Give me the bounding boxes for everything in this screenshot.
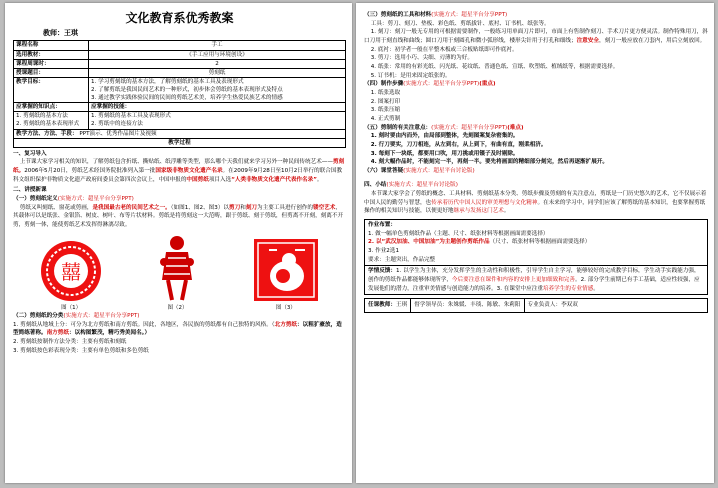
- tool-highlight: 注意安全: [576, 37, 599, 44]
- teacher-signature: [365, 299, 411, 312]
- cls-text: ：以粗犷豪放，造型简练著称。: [13, 321, 342, 337]
- homework-box: [364, 219, 708, 266]
- goal-item: 3. 通过教学实践体验民间的民间的剪纸艺术美，培养学生热爱民族艺术的情感: [91, 95, 283, 102]
- intro-text: 。: [316, 176, 323, 183]
- intro-highlight: 中国剪纸: [186, 176, 209, 183]
- head-value: 李双双: [561, 302, 578, 309]
- homework-item: 1. 做一幅单色剪刻纸作品（主题、尺寸、纸张材料等根据画面需要选择）: [368, 230, 549, 237]
- subsection-note: (实施方式：超星平台分享PPT): [63, 313, 140, 320]
- cls-highlight: 南方剪纸: [46, 330, 69, 337]
- homework-item: [368, 238, 704, 247]
- double-happiness-char: 囍: [61, 259, 82, 284]
- def-highlight: 剪刀: [229, 204, 241, 211]
- skill-item: 1. 剪刻纸的基本工具及表现形式: [91, 113, 171, 120]
- figure-caption: 图（1）: [61, 304, 82, 311]
- skill-item: 2. 剪纸中的连接方法: [91, 121, 143, 128]
- note-item: 3. 每刻下一块纸，都要用口吹，用刀挑或用镊子及时剔除。: [370, 150, 519, 157]
- figure-row: [13, 234, 346, 313]
- intro-text: 2006年5月20日，剪纸艺术经国务院批准列入第一批: [24, 168, 156, 175]
- mother-child-papercut-image: [253, 238, 319, 302]
- subsection-classification: [13, 312, 346, 321]
- note-item: 2. 行刀要实，刀刀相连，从左到右，从上到下，有曲有直，刚柔相济。: [370, 141, 547, 148]
- subsection-note: (实施方式：超星平台讨论版): [403, 167, 475, 174]
- course-value: 手工: [89, 41, 346, 50]
- subsection-title: （二）剪刻纸的分类: [13, 313, 64, 320]
- goal-item: 1. 学习剪刻纸的基本方法，了解剪刻纸的基本工具及表现形式: [91, 78, 244, 85]
- intro-text: 。在2009年9月28日至10月2日举行的联合国教科文组织保护非物质文化遗产政府间委员会第四次会议上，中国申报的: [13, 168, 343, 183]
- step-item: 2. 图案打印: [370, 98, 401, 105]
- classification-item: 3. 剪刻纸按色彩表现分类：主要有单色剪纸和多色剪纸: [13, 347, 149, 354]
- figure-caption: 图（2）: [167, 304, 188, 311]
- def-highlight: 是我国最古老的民间艺术之一。: [92, 204, 171, 211]
- subsection-title: （三）剪刻纸的工具和材料: [364, 12, 432, 18]
- left-page: [5, 3, 352, 483]
- summary-text: 本节课大家学会了剪纸的概念、工具材料、剪刻纸基本分类、剪纸步骤及剪刻的有关注意点，剪纸是一门历史悠久的艺术，它不仅展示着中国人民的勤劳与智慧，也: [364, 191, 707, 206]
- teacher-name: 教师：王琪: [43, 28, 78, 37]
- cls-text: ：以构图繁茂，精巧秀美闻名。）: [68, 330, 151, 337]
- tool-item: 2. 底衬：初学者一般在平整木板或三合板贴纸即可作底衬。: [370, 46, 518, 53]
- feedback-label: 学情反馈：: [368, 268, 396, 275]
- cls-text: 1. 剪刻纸从地域上分：可分为北方剪纸和南方剪纸。因此，各地区，各民族的剪纸都有自己独特的风格。（: [13, 321, 275, 328]
- feedback-text: 1. 以学生为主体，充分发挥学生的主动性和积极性，引导学生自主学习，能够较好的完成教学目标，学生动手实践能力强，创作的剪纸作品都能够体现所学，: [368, 268, 700, 284]
- intro-paragraph: [13, 158, 346, 184]
- method-value: PPT演示、优秀作品图片及视频: [79, 130, 157, 137]
- feedback-highlight: 今后要注意在课件和内容的安排上更加细致和完善: [451, 277, 575, 284]
- goals-label: 教学目标：: [14, 77, 89, 102]
- topic-value: 剪刻纸: [89, 68, 346, 77]
- subsection-title: （一）剪刻纸定义: [13, 196, 58, 203]
- tool-item: 3. 剪刀：选用小巧、尖细、刃薄的为好。: [370, 55, 473, 62]
- teacher-signature-label: 任课教师：: [368, 302, 396, 309]
- course-info-table: [13, 40, 346, 147]
- def-text: 剪纸又叫刻纸、窗花或剪画，: [19, 204, 93, 211]
- head-label: 专业负责人：: [527, 302, 562, 309]
- teacher-signature-value: 王琪: [395, 302, 408, 309]
- subsection-qa: [364, 167, 708, 176]
- double-happiness-papercut-image: [40, 240, 102, 302]
- tool-text: 1. 刻刀：刻刀一般无专用的可根据需要制作，一般练习用单面刀片即可，市面上有售制作刻刀、手术刀片更方便灵活。制作特殊用刀，斜口刀用于刻直线和曲线；圆口刀用于刻圆孔和微小弧形线，楼形尖针用于打孔和细线；: [364, 29, 708, 44]
- summary-text: 。: [503, 208, 510, 215]
- homework-label: 作业布置：: [368, 222, 396, 229]
- feedback-highlight: 培养学生的专业情感: [542, 285, 594, 292]
- feedback-text: 。2. 部分学生前期已有手工基础，适应性较强，应发展他们的潜力，注重审美情感与创造能力的培养。3. 在课堂中应注重: [368, 277, 700, 292]
- def-text: ，其载体可以是纸张、金银箔、树皮、树叶、布等片状材料。剪纸是将剪刻这一大范畴，跟于剪纸、刻于剪纸，但剪离不开刻，刻离不开剪，剪刻一体，能使剪纸艺术发挥得淋漓尽致。: [13, 204, 344, 228]
- intro-highlight: “人类非物质文化遗产代表作名录”: [231, 176, 317, 183]
- intro-highlight: 国家级非物质文化遗产名录: [155, 168, 223, 175]
- def-text: 为主要工具进行创作的: [257, 204, 313, 211]
- subsection-steps: [364, 80, 708, 89]
- head-signature: [525, 299, 581, 312]
- definition-paragraph: [13, 204, 346, 230]
- intro-highlight: 剪刻纸。: [13, 159, 345, 175]
- method-label: 教学方法、方法、手段：: [16, 130, 78, 137]
- tool-item-knife: [364, 28, 708, 45]
- skills-label: 应掌握的技能：: [89, 103, 346, 112]
- skills-list: [89, 112, 346, 129]
- hours-label: 课程周课时：: [14, 59, 89, 68]
- subsection-title: （六）课堂答疑: [364, 167, 404, 174]
- difficulty-badge: (难点): [507, 124, 524, 131]
- summary-paragraph: [364, 190, 708, 216]
- subsection-tools: [364, 11, 708, 20]
- def-highlight: 刻刀: [245, 204, 258, 211]
- subsection-note: (实施方式：超星平台分享PPT): [431, 124, 508, 131]
- summary-text: 。在未来的学习中，同学们应该了解剪纸的基本知识，也要掌握剪纸操作的相关知识与技能，以便更好地: [364, 199, 706, 215]
- tool-item: 4. 纸张：常用的有彩光纸、闪光纸、花纹纸、普通色纸、宣纸、吹塑纸、植绒纸等，根据需要选择。: [370, 63, 619, 70]
- def-text: 和: [240, 204, 246, 211]
- textbook-value: 《手工应用与环境创设》: [89, 50, 346, 59]
- supervisors-value: 朱姝媛、丰琰、陈敏、朱莉阳: [447, 302, 521, 309]
- summary-highlight: 继承与发扬这门艺术: [453, 208, 504, 215]
- intro-text: 项目入选: [208, 176, 232, 183]
- knowledge-label: 应掌握的知识点：: [14, 103, 89, 112]
- course-label: 课程名称: [14, 41, 89, 50]
- section-title: 四、小结: [364, 182, 387, 189]
- figure-papercut-image: [156, 234, 198, 302]
- def-text: （如图1、图2、图3）以: [170, 204, 230, 211]
- step-item: 1. 纸张选取: [370, 89, 401, 96]
- process-label: 教学过程: [14, 138, 346, 147]
- subsection-note: (实施方式：超星平台分享PPT): [431, 12, 508, 18]
- textbook-label: 选用教材：: [14, 50, 89, 59]
- homework-item: 3. 作业2选1: [368, 248, 400, 255]
- figure-3: [253, 238, 319, 313]
- section-new-lesson: 二、讲授新课: [13, 187, 47, 194]
- subsection-definition: [13, 195, 346, 204]
- goal-item: 2. 了解剪纸是我国民间艺术的一种形式，初步体会剪纸的基本表现形式及特点: [91, 86, 283, 93]
- homework-text: （尺寸、纸张材料等根据画面需要选择）: [489, 239, 591, 246]
- tool-text: ，刻刀一般应放在刀套内，用后立刻放回。: [598, 37, 706, 44]
- figure-2: [156, 234, 198, 313]
- knowledge-item: 1. 剪刻纸的基本方法: [16, 113, 68, 120]
- note-item: 4. 刻大幅作品时，不能刻完一半，再刻一半。要先将画面的精细部分刻完，然后再逐渐扩展开。: [370, 159, 609, 166]
- summary-highlight: 传承着历代中国人民的审美理想与文化精神: [431, 199, 538, 206]
- homework-requirement: 要求：主题突出，作品完整: [368, 256, 436, 263]
- goals-list: [89, 77, 346, 102]
- section-review: 一、复习导入: [13, 150, 47, 157]
- classification-item: [13, 321, 346, 338]
- hours-value: 2: [89, 59, 346, 68]
- note-item: 1. 刻时要由内而外，由局部到整体，先刻图案复杂密集的。: [370, 133, 519, 140]
- key-point-badge: (重点): [479, 81, 496, 88]
- signature-row: [364, 298, 708, 313]
- tools-summary: 工具：剪刀、刻刀、垫板、彩色纸、剪纸拔针、底衬、订书机、纸张等。: [370, 20, 550, 27]
- method-row: [14, 129, 346, 138]
- figure-1: [40, 240, 102, 313]
- subsection-title: （五）剪制的有关注意点：: [364, 124, 432, 131]
- step-item: 4. 正式剪制: [370, 115, 401, 122]
- subsection-note: (实施方式：超星平台分享PPT): [403, 81, 480, 88]
- supervisors-label: 督学领导员：: [414, 302, 448, 309]
- feedback-box: [364, 266, 708, 295]
- feedback-text: 。: [593, 285, 599, 292]
- homework-highlight: 2. 以“武汉加油、中国加油”为主题创作剪纸作品: [368, 239, 490, 246]
- subsection-notes: [364, 124, 708, 133]
- classification-item: 2. 剪刻纸按制作方法分类：主要有剪纸和刻纸: [13, 339, 127, 346]
- section-summary: [364, 181, 708, 190]
- def-highlight: 镂空艺术: [312, 204, 336, 211]
- topic-label: 授课题目：: [14, 68, 89, 77]
- step-item: 3. 纸张压缩: [370, 107, 401, 114]
- intro-text: 上节课大家学习相关的知识，了解剪纸包含折纸、撕贴纸、纸浮雕等类型，那么哪个天我们就来学习另外一种民间传统艺术——: [19, 159, 333, 166]
- section-note: (实施方式：超星平台讨论版): [386, 182, 458, 189]
- subsection-title: （四）制作步骤: [364, 81, 404, 88]
- right-page: [356, 3, 714, 483]
- subsection-note: (实施方式：超星平台分享PPT): [57, 196, 134, 203]
- knowledge-list: [14, 112, 89, 129]
- cls-highlight: 北方剪纸: [274, 321, 298, 328]
- knowledge-item: 2. 剪刻纸的基本表现形式: [16, 121, 80, 128]
- figure-caption: 图（3）: [275, 304, 296, 311]
- document-title: 文化教育系优秀教案: [125, 11, 234, 25]
- tool-item: 5. 订书机：是用来固定纸张的。: [370, 72, 451, 79]
- supervisors-signature: [411, 299, 524, 312]
